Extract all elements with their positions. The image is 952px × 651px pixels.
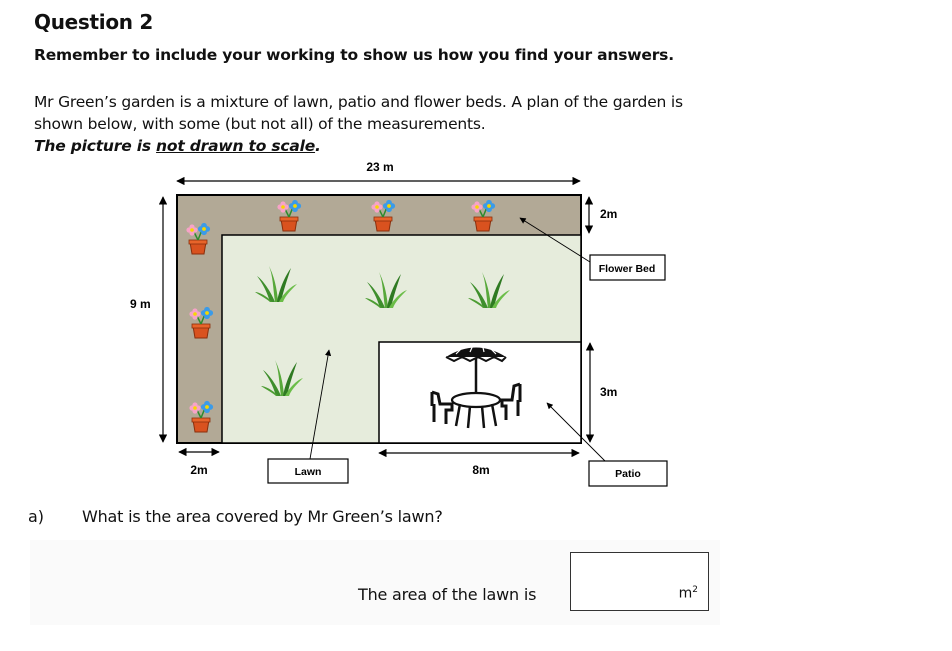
patio-callout-label: Patio — [615, 468, 641, 480]
bed-left-dimension-label: 2m — [190, 463, 208, 477]
lawn-callout-label: Lawn — [294, 466, 322, 478]
bed-top-dimension-label: 2m — [600, 207, 618, 221]
flower-bed-callout-label: Flower Bed — [598, 263, 656, 275]
part-a-label: a) — [28, 507, 45, 526]
scale-note-prefix: The picture is — [34, 137, 157, 155]
question-title: Question 2 — [34, 10, 153, 34]
working-instruction: Remember to include your working to show us how you find your answers. — [34, 46, 674, 64]
unit-exponent: 2 — [692, 585, 698, 595]
scale-note-suffix: . — [315, 137, 321, 155]
patio-height-dimension-label: 3m — [600, 385, 618, 399]
intro-line-2: shown below, with some (but not all) of the measurements. — [34, 115, 486, 133]
answer-unit — [679, 585, 698, 602]
scale-note-underlined: not drawn to scale — [156, 137, 316, 155]
unit-base: m — [678, 585, 693, 602]
answer-prompt: The area of the lawn is — [358, 585, 537, 604]
part-a-question: What is the area covered by Mr Green’s lawn? — [82, 507, 443, 526]
patio-width-dimension-label: 8m — [472, 463, 490, 477]
width-dimension-label: 23 m — [366, 160, 394, 174]
answer-input-box[interactable] — [570, 552, 709, 611]
height-dimension-label: 9 m — [130, 297, 151, 311]
intro-line-1: Mr Green’s garden is a mixture of lawn, patio and flower beds. A plan of the garden is — [34, 93, 683, 111]
